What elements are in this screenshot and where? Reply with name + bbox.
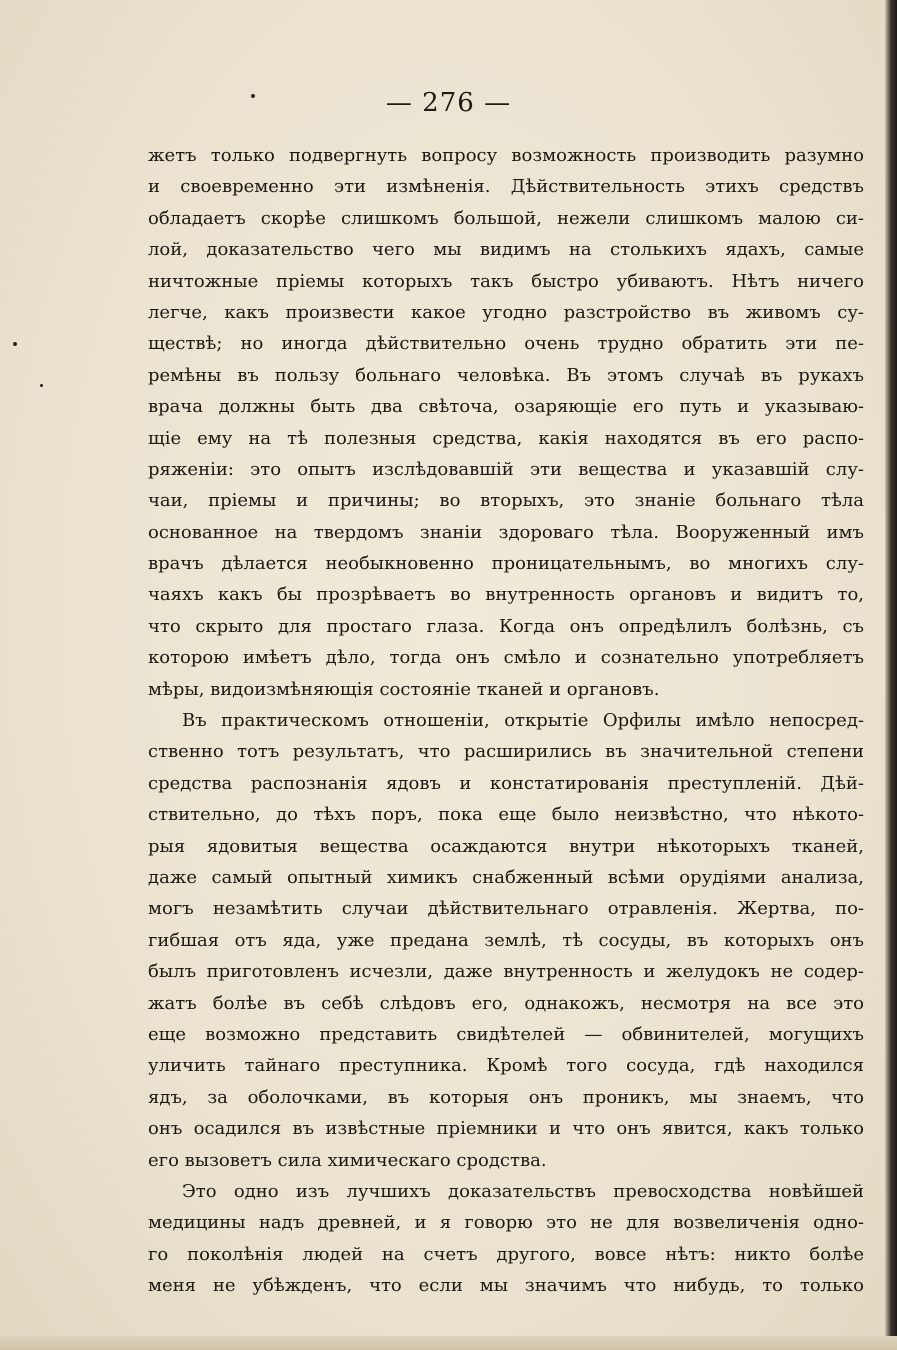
page-edge-shadow: [885, 0, 897, 1350]
text-line: еще возможно представить свидѣтелей — обвинителей, могущихъ: [148, 1023, 864, 1045]
text-line: средства распознанія ядовъ и констатированія преступленій. Дѣй-: [148, 772, 864, 794]
text-line: чаи, пріемы и причины; во вторыхъ, это знаніе больнаго тѣла: [148, 490, 864, 512]
text-line: которою имѣетъ дѣло, тогда онъ смѣло и сознательно употребляетъ: [148, 647, 864, 669]
text-line: щіе ему на тѣ полезныя средства, какія находятся въ его распо-: [148, 427, 864, 449]
text-line: гибшая отъ яда, уже предана землѣ, тѣ сосуды, въ которыхъ онъ: [148, 929, 864, 951]
text-line: жетъ только подвергнуть вопросу возможность производить разумно: [148, 145, 864, 166]
text-line: рыя ядовитыя вещества осаждаются внутри нѣкоторыхъ тканей,: [148, 835, 864, 857]
text-line: Это одно изъ лучшихъ доказательствъ превосходства новѣйшей: [182, 1180, 864, 1202]
body-text: [148, 140, 864, 1301]
text-line: жатъ болѣе въ себѣ слѣдовъ его, однакожъ, несмотря на все это: [148, 992, 864, 1014]
text-line: легче, какъ произвести какое угодно разстройство въ живомъ су-: [148, 301, 864, 323]
text-line: ничтожные пріемы которыхъ такъ быстро убиваютъ. Нѣтъ ничего: [148, 270, 864, 292]
text-line: обладаетъ скорѣе слишкомъ большой, нежели слишкомъ малою си-: [148, 207, 864, 229]
ink-speck: [13, 342, 17, 346]
text-line: ственно тотъ результатъ, что расширились въ значительной степени: [148, 741, 864, 763]
text-line: медицины надъ древней, и я говорю это не для возвеличенія одно-: [148, 1212, 864, 1234]
text-line: могъ незамѣтить случаи дѣйствительнаго отравленія. Жертва, по-: [148, 898, 864, 920]
text-line: врачъ дѣлается необыкновенно проницательнымъ, во многихъ слу-: [148, 553, 864, 575]
text-line: ствительно, до тѣхъ поръ, пока еще было неизвѣстно, что нѣкото-: [148, 804, 864, 826]
text-line: ществѣ; но иногда дѣйствительно очень трудно обратить эти пе-: [148, 333, 864, 355]
text-line: лой, доказательство чего мы видимъ на столькихъ ядахъ, самые: [148, 239, 864, 261]
text-line: даже самый опытный химикъ снабженный всѣми орудіями анализа,: [148, 866, 864, 888]
text-line: го поколѣнія людей на счетъ другого, вовсе нѣтъ: никто болѣе: [148, 1243, 864, 1265]
text-line: основанное на твердомъ знаніи здороваго тѣла. Вооруженный имъ: [148, 521, 864, 543]
page-bottom-edge: [0, 1336, 897, 1350]
text-line: что скрыто для простаго глаза. Когда онъ опредѣлилъ болѣзнь, съ: [148, 615, 864, 637]
text-line: чаяхъ какъ бы прозрѣваетъ во внутренность органовъ и видитъ то,: [148, 584, 864, 606]
page-number: — 276 —: [385, 88, 512, 118]
ink-speck: [40, 384, 43, 387]
text-line: ряженіи: это опытъ изслѣдовавшій эти вещества и указавшій слу-: [148, 458, 864, 480]
text-line: уличить тайнаго преступника. Кромѣ того сосуда, гдѣ находился: [148, 1055, 864, 1077]
text-line: врача должны быть два свѣточа, озаряющіе его путь и указываю-: [148, 396, 864, 418]
text-line: ремѣны въ пользу больнаго человѣка. Въ этомъ случаѣ въ рукахъ: [148, 364, 864, 386]
text-line: былъ приготовленъ исчезли, даже внутренность и желудокъ не содер-: [148, 961, 864, 983]
text-line: ядъ, за оболочками, въ которыя онъ проникъ, мы знаемъ, что: [148, 1086, 864, 1108]
text-line: онъ осадился въ извѣстные пріемники и что онъ явится, какъ только: [148, 1118, 864, 1140]
text-line: и своевременно эти измѣненія. Дѣйствительность этихъ средствъ: [148, 176, 864, 198]
text-line: Въ практическомъ отношеніи, открытіе Орфилы имѣло непосред-: [182, 710, 864, 732]
text-line: его вызоветъ сила химическаго сродства.: [148, 1149, 547, 1171]
text-line: мѣры, видоизмѣняющія состояніе тканей и органовъ.: [148, 678, 660, 700]
text-line: меня не убѣжденъ, что если мы значимъ что нибудь, то только: [148, 1275, 864, 1297]
